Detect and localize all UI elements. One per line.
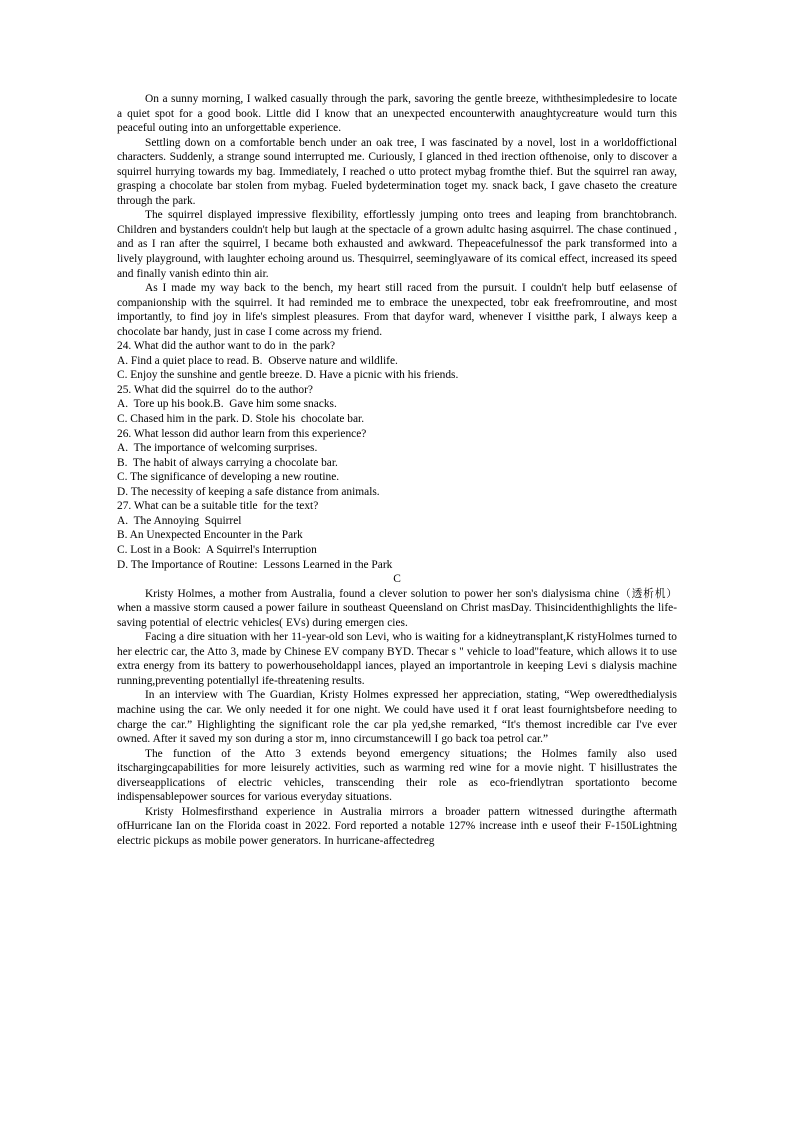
passage-two-paragraph-1 bbox=[117, 587, 677, 631]
question-27-option-d[interactable]: D. The Importance of Routine: Lessons Learned in the Park bbox=[117, 558, 393, 571]
passage-one-paragraph-2: Settling down on a comfortable bench under an oak tree, I was fascinated by a novel, lost in a worldoffictional characters. Suddenly, a strange sound interrupted me. Curiously, I glanced in thed irection ofthenoise, only to discover a squirrel hurrying towards my bag. Immediately, I reached o utto protect mybag fromthe thief. But the squirrel ran away, grasping a chocolate bar stolen from mybag. Fueled bydetermination toget my. snack back, I gave chaseto the creature through the park. bbox=[117, 136, 677, 207]
question-26-option-b[interactable]: B. The habit of always carrying a chocolate bar. bbox=[117, 456, 338, 469]
passage-one-paragraph-3: The squirrel displayed impressive flexibility, effortlessly jumping onto trees and leaping from branchtobranch. Children and bystanders couldn't help but laugh at the spectacle of a grown adultc hasing asquirrel. The chase continued , and as I ran after the squirrel, I became both exhausted and awkward. Thepeacefulnessof the park transformed into a lively playground, with laughter echoing around us. Thesquirrel, seeminglyaware of its comical effect, increased its speed and finally vanish edinto thin air. bbox=[117, 209, 677, 280]
section-marker-c: C bbox=[393, 573, 401, 586]
passage-two-paragraph-1-post: when a massive storm caused a power failure in southeast Queensland on Christ masDay. Thisincidenthighlights the life-saving potential of electric vehicles( EVs) during emergen cies. bbox=[117, 602, 677, 629]
question-24-stem: 24. What did the author want to do in the park? bbox=[117, 340, 336, 353]
passage-two-paragraph-1-pre: Kristy Holmes, a mother from Australia, found a clever solution to power her son's dialysisma chine bbox=[145, 587, 620, 600]
passage-two-paragraph-3: In an interview with The Guardian, Kristy Holmes expressed her appreciation, stating, “Wep oweredthedialysis machine using the car. We only needed it for one night. We could have used it f orat least fournightsbefore needing to charge the car.” Highlighting the significant role the car pla yed,she remarked, “It's themost incredible car I've ever owned. After it saved my son during a stor m, inno circumstancewill I go back toa petrol car.” bbox=[117, 689, 677, 746]
document-body bbox=[117, 92, 677, 848]
passage-one-paragraph-1: On a sunny morning, I walked casually through the park, savoring the gentle breeze, withthesimpledesire to locate a quiet spot for a good book. Little did I know that an unexpected encounterwith anaughtycreature would turn this peaceful outing into an unforgettable experience. bbox=[117, 93, 677, 135]
question-26-option-a[interactable]: A. The importance of welcoming surprises. bbox=[117, 442, 318, 455]
passage-one-paragraph-4: As I made my way back to the bench, my heart still raced from the pursuit. I couldn't help butf eelasense of companionship with the squirrel. It had reminded me to embrace the unexpected, tobr eak freefromroutine, and most importantly, to find joy in life's simplest pleasures. From that dayfor ward, whenever I visitthe park, I always keep a chocolate bar handy, just in case I come across my friend. bbox=[117, 282, 677, 338]
passage-two-paragraph-5: Kristy Holmesfirsthand experience in Australia mirrors a broader pattern witnessed duringthe aftermath ofHurricane Ian on the Florida coast in 2022. Ford reported a notable 127% increase inth e useof their F-150Lightning electric pickups as mobile power generators. In hurricane-affectedreg bbox=[117, 805, 677, 847]
question-27-option-c[interactable]: C. Lost in a Book: A Squirrel's Interruption bbox=[117, 543, 317, 556]
passage-two-paragraph-2: Facing a dire situation with her 11-year-old son Levi, who is waiting for a kidneytransplant,K ristyHolmes turned to her electric car, the Atto 3, made by Chinese EV company BYD. Thecar s " vehicle to load"feature, which allows it to use extra energy from its battery to powerhouseholdappl iances, played an importantrole in keeping Levi s dialysis machine running,preventing potentiallyl ife-threatening results. bbox=[117, 631, 677, 687]
question-26-stem: 26. What lesson did author learn from this experience? bbox=[117, 427, 367, 440]
question-24-option-ab[interactable]: A. Find a quiet place to read. B. Observe nature and wildlife. bbox=[117, 354, 398, 367]
passage-two-paragraph-4: The function of the Atto 3 extends beyond emergency situations; the Holmes family also used itschargingcapabilities for more leisurely activities, such as warming red wine for a movie night. T hisillustrates the diverseapplications of electric vehicles, transcending their role as eco-friendlytran sportationto become indispensablepower sources for various everyday situations. bbox=[117, 747, 677, 804]
question-27-stem: 27. What can be a suitable title for the text? bbox=[117, 500, 319, 513]
question-25-option-cd[interactable]: C. Chased him in the park. D. Stole his chocolate bar. bbox=[117, 413, 365, 426]
chinese-gloss-dialysis-machine: （透析机） bbox=[619, 587, 678, 600]
question-26-option-c[interactable]: C. The significance of developing a new routine. bbox=[117, 471, 340, 484]
question-24-option-cd[interactable]: C. Enjoy the sunshine and gentle breeze. D. Have a picnic with his friends. bbox=[117, 369, 459, 382]
question-25-option-ab[interactable]: A. Tore up his book.B. Gave him some snacks. bbox=[117, 398, 337, 411]
question-25-stem: 25. What did the squirrel do to the author? bbox=[117, 383, 313, 396]
question-27-option-a[interactable]: A. The Annoying Squirrel bbox=[117, 514, 242, 527]
question-27-option-b[interactable]: B. An Unexpected Encounter in the Park bbox=[117, 529, 303, 542]
question-26-option-d[interactable]: D. The necessity of keeping a safe distance from animals. bbox=[117, 485, 380, 498]
